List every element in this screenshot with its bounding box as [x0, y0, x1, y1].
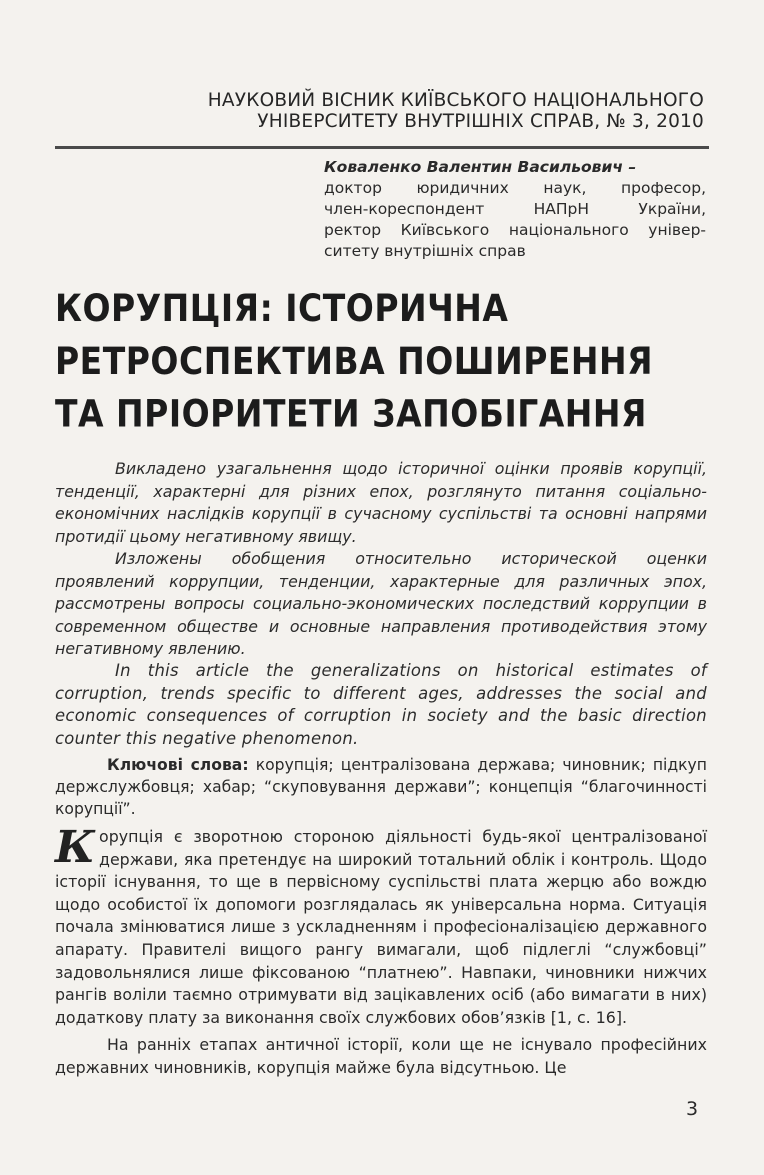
keywords [55, 754, 707, 820]
abstract-english: In this article the generalizations on historical estimates of corruption, trends specific to different ages, addresses the social and economic consequences of corruption in society and the basic direction counter this negative phenomenon. [55, 661, 707, 748]
author-name: Коваленко Валентин Васильович – [324, 158, 637, 176]
journal-header-line-2: УНІВЕРСИТЕТУ ВНУТРІШНІХ СПРАВ, № 3, 2010 [257, 111, 704, 132]
journal-header-line-1: НАУКОВИЙ ВІСНИК КИЇВСЬКОГО НАЦІОНАЛЬНОГО [207, 90, 704, 111]
journal-header [104, 90, 704, 132]
header-divider [55, 146, 709, 149]
abstract-russian: Изложены обобщения относительно исторической оценки проявлений коррупции, тенденции, характерные для различных эпох, рассмотрены вопросы социально-экономических последствий коррупции в современном обществе и основные направления противодействия этому негативному явлению. [55, 549, 707, 658]
abstract-ukrainian: Викладено узагальнення щодо історичної оцінки проявів корупції, тенденції, характерні для різних епох, розглянуто питання соціально-економічних наслідків корупції в сучасному суспільстві та основні напрями протидії цьому негативному явищу. [55, 459, 707, 546]
author-credential-line: ситету внутрішніх справ [324, 242, 526, 260]
author-credential-line: доктор юридичних наук, професор, [324, 179, 706, 197]
author-block [324, 157, 706, 262]
author-credential-line: ректор Київського національного універ- [324, 221, 706, 239]
keywords-label: Ключові слова: [107, 756, 249, 774]
article-title [55, 282, 715, 440]
body-paragraph-1-text: орупція є зворотною стороною діяльності будь-якої централізованої держави, яка претендує на широкий тотальний облік і контроль. Щодо історії існування, то ще в первісному суспільстві плата жерцю або вождю щодо особистої їх допомоги розглядалась як універсальна норма. Ситуація почала змінюватися лише з ускладненням і професіоналізацією державного апарату. Правителі вищого рангу вимагали, щоб підлеглі “службовці” задовольнялися лише фіксованою “платнею”. Навпаки, чиновники нижчих рангів воліли таємно отримувати від зацікавлених осіб (або вимагати в них) додаткову плату за виконання своїх службових обов’язків [1, с. 16]. [55, 827, 707, 1027]
drop-cap: К [55, 822, 96, 873]
article-title-line-2: РЕТРОСПЕКТИВА ПОШИРЕННЯ [55, 339, 654, 383]
keywords-text: корупція; централізована держава; чиновник; підкуп держслужбовця; хабар; “скуповування держави”; концепція “благочинності корупції”. [55, 756, 707, 818]
author-credential-line: член-кореспондент НАПрН України, [324, 200, 706, 218]
article-title-line-1: КОРУПЦІЯ: ІСТОРИЧНА [55, 286, 509, 331]
article-title-line-3: ТА ПРІОРИТЕТИ ЗАПОБІГАННЯ [55, 391, 647, 436]
body-paragraph-1 [55, 822, 707, 1029]
page-number: 3 [686, 1098, 699, 1120]
body-paragraph-2: На ранніх етапах античної історії, коли ще не існувало професійних державних чиновників, корупція майже була відсутньою. Це [55, 1035, 707, 1077]
